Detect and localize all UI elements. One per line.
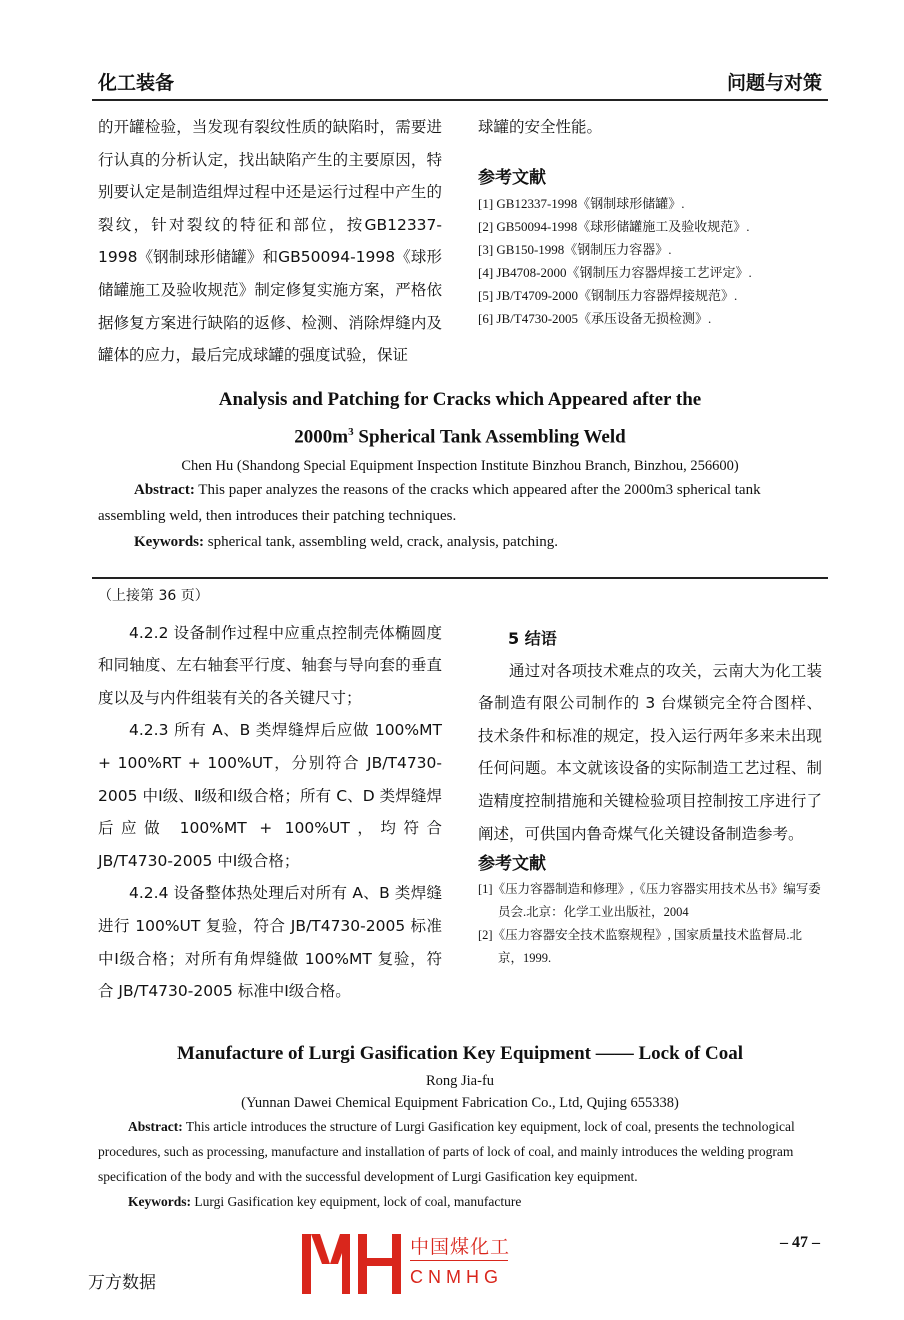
page-header (92, 68, 828, 101)
title-part: 2000m (294, 426, 349, 448)
section-name: 问题与对策 (726, 72, 822, 94)
article2-refs (478, 878, 822, 970)
watermark-cn: 中国煤化工 (410, 1235, 511, 1258)
title-part: Spherical Tank Assembling Weld (353, 426, 626, 448)
article1-keywords (92, 529, 828, 555)
journal-name: 化工装备 (98, 72, 175, 94)
article1-abstract (92, 477, 828, 529)
reference: [5] JB/T4709-2000《钢制压力容器焊接规范》. (478, 287, 738, 303)
reference: [2] GB50094-1998《球形储罐施工及验收规范》. (478, 218, 750, 234)
article1-author: Chen Hu (Shandong Special Equipment Inspection Institute Binzhou Branch, Binzhou, 256600) (181, 458, 739, 475)
article2-right-column (478, 617, 822, 1008)
conclusion-text: 通过对各项技术难点的攻关，云南大为化工装备制造有限公司制作的 3 台煤锁完全符合图样、技术条件和标准的规定，投入运行两年多来未出现任何问题。本文就该设备的实际制造工艺过程、制造精度控制措施和关键检验项目控制按工序进行了阐述，可供国内鲁奇煤气化关键设备制造参考。 (478, 661, 822, 843)
page-footer (88, 1228, 828, 1298)
article1-columns (92, 111, 828, 372)
abstract-label: Abstract: (128, 1118, 183, 1134)
keywords-text: Lurgi Gasification key equipment, lock of coal, manufacture (191, 1193, 522, 1209)
article2-affiliation: (Yunnan Dawei Chemical Equipment Fabrication Co., Ltd, Qujing 655338) (241, 1094, 679, 1111)
watermark-en: CNMHG (410, 1266, 503, 1287)
reference: [6] JB/T4730-2005《承压设备无损检测》. (478, 310, 712, 326)
abstract-label: Abstract: (134, 482, 195, 499)
article1-refs-heading: 参考文献 (478, 167, 546, 188)
article1-right-column (478, 111, 822, 372)
abstract-text: This paper analyzes the reasons of the cracks which appeared after the 2000m3 spherical tank assembling weld, then introduces their patching techniques. (98, 482, 761, 525)
paragraph: 4.2.4 设备整体热处理后对所有 A、B 类焊缝进行 100%UT 复验，符合 JB/T4730-2005 标准中Ⅰ级合格；对所有角焊缝做 100%MT 复验，符合 JB/T4730-2005 标准中Ⅰ级合格。 (98, 884, 442, 1001)
article1-right-text: 球罐的安全性能。 (478, 118, 603, 136)
paragraph: 4.2.3 所有 A、B 类焊缝焊后应做 100%MT + 100%RT + 100%UT，分别符合 JB/T4730-2005 中Ⅰ级、Ⅱ级和Ⅰ级合格；所有 C、D 类焊缝焊后应做 100%MT + 100%UT，均符合 JB/T4730-2005 中Ⅰ级合格； (98, 721, 442, 870)
abstract-text: This article introduces the structure of Lurgi Gasification key equipment, lock of coal, presents the technological procedures, such as processing, manufacture and installation of parts of lock of coal, and mainly introduces the welding program specification of the body and with the successful development of Lurgi Gasification key equipment. (98, 1118, 795, 1184)
article2-keywords (92, 1189, 828, 1214)
footer-source: 万方数据 (88, 1272, 156, 1293)
continued-note: （上接第 36 页） (98, 587, 209, 604)
reference: [2]《压力容器安全技术监察规程》, 国家质量技术监督局.北京，1999. (478, 928, 802, 966)
reference: [1]《压力容器制造和修理》,《压力容器实用技术丛书》编写委员会.北京：化学工业出版社，2004 (478, 882, 821, 920)
article1-title-line1: Analysis and Patching for Cracks which Appeared after the (218, 388, 702, 410)
keywords-label: Keywords: (134, 534, 204, 551)
keywords-text: spherical tank, assembling weld, crack, analysis, patching. (204, 534, 559, 551)
article2-columns (92, 617, 828, 1008)
article2-abstract (92, 1114, 828, 1189)
watermark-logo (300, 1232, 510, 1294)
paragraph: 4.2.2 设备制作过程中应重点控制壳体椭圆度和同轴度、左右轴套平行度、轴套与导向套的垂直度以及与内件组装有关的各关键尺寸； (98, 623, 442, 707)
title-sup: 3 (348, 425, 354, 438)
section-heading: 5 结语 (508, 628, 557, 648)
reference: [1] GB12337-1998《钢制球形储罐》. (478, 195, 685, 211)
keywords-label: Keywords: (128, 1193, 191, 1209)
reference: [3] GB150-1998《钢制压力容器》. (478, 241, 672, 257)
article1-refs (478, 192, 822, 330)
article1-left-text: 的开罐检验，当发现有裂纹性质的缺陷时，需要进行认真的分析认定，找出缺陷产生的主要原因，特别要认定是制造组焊过程中还是运行过程中产生的裂纹，针对裂纹的特征和部位，按GB12337-1998《钢制球形储罐》和GB50094-1998《球形储罐施工及验收规范》制定修复实施方案，严格依据修复方案进行缺陷的返修、检测、消除焊缝内及罐体的应力，最后完成球罐的强度试验，保证 (98, 118, 442, 365)
article2-refs-heading: 参考文献 (478, 854, 546, 875)
article-divider (92, 577, 828, 579)
article1-title-line2 (92, 416, 828, 453)
watermark-rule (410, 1260, 508, 1262)
reference: [4] JB4708-2000《钢制压力容器焊接工艺评定》. (478, 264, 752, 280)
page (88, 0, 828, 1318)
article2-author: Rong Jia-fu (425, 1072, 495, 1089)
mh-logo-icon (300, 1232, 408, 1294)
page-number: – 47 – (780, 1233, 820, 1251)
article2-title: Manufacture of Lurgi Gasification Key Equipment —— Lock of Coal (177, 1042, 743, 1064)
article2-left-text (98, 617, 442, 1008)
